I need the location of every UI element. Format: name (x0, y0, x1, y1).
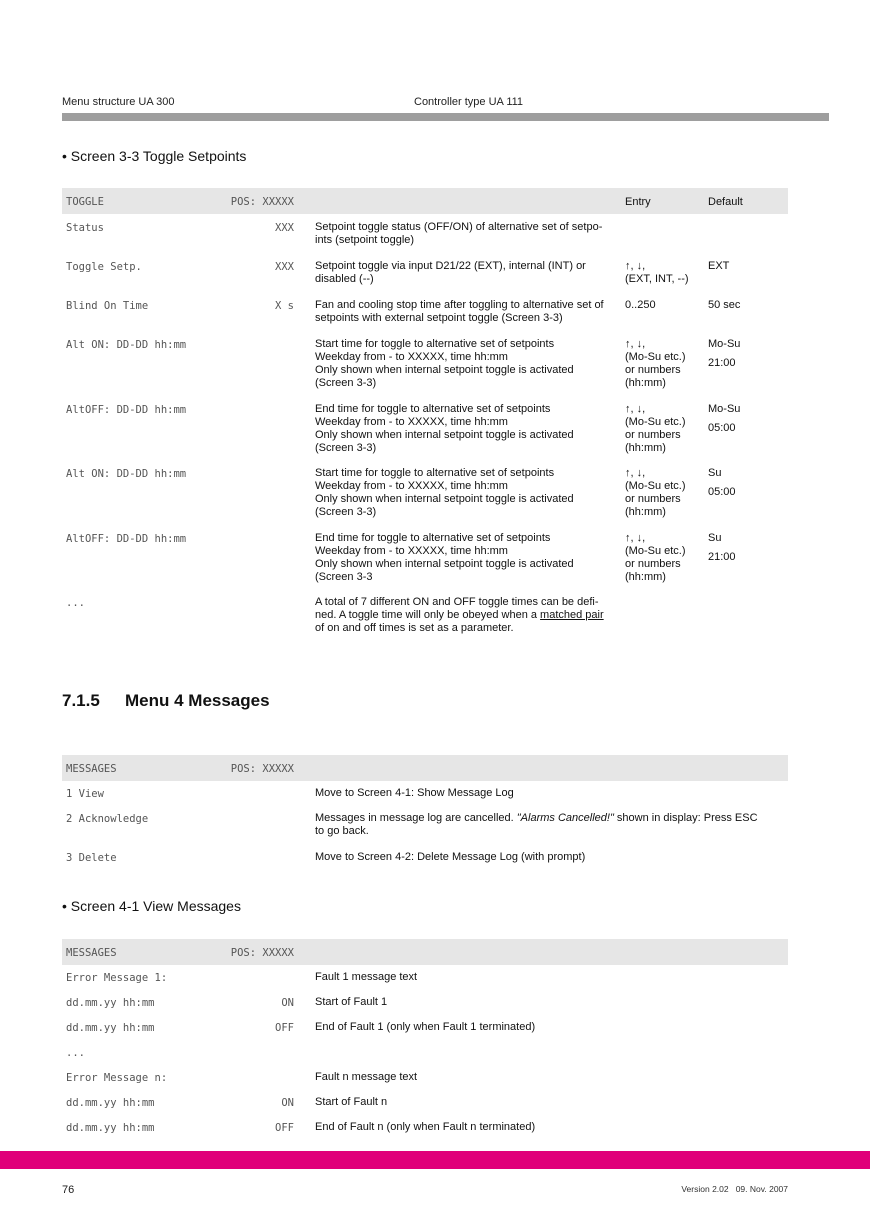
bullet-icon: • (62, 148, 67, 164)
toggle-head-entry: Entry (625, 196, 651, 208)
view-row-value: OFF (275, 1022, 294, 1034)
section-title: Menu 4 Messages (125, 691, 270, 710)
toggle-row-entry: ↑, ↓, (Mo-Su etc.) or numbers (hh:mm) (625, 467, 686, 518)
toggle-row-name: Toggle Setp. (66, 261, 142, 273)
toggle-table-header (62, 188, 788, 214)
toggle-row-name: Alt ON: DD-DD hh:mm (66, 468, 187, 480)
toggle-row-default: Mo-Su (708, 403, 741, 415)
header-doc-title: Menu structure UA 300 (62, 96, 175, 108)
toggle-row-entry: 0..250 (625, 299, 656, 311)
view-row-desc: Start of Fault 1 (315, 996, 388, 1008)
view-head-name: MESSAGES (66, 947, 117, 959)
toggle-row-value: X s (275, 300, 294, 312)
toggle-row-default: Su (708, 467, 722, 479)
toggle-row-desc: Start time for toggle to alternative set of setpoints Weekday from - to XXXXX, time hh:mm Only shown when internal setpoint toggle is activated (Screen 3-3) (315, 467, 574, 518)
toggle-row-desc: Setpoint toggle status (OFF/ON) of alternative set of setpo- ints (setpoint toggle) (315, 221, 603, 246)
screen33-heading: • Screen 3-3 Toggle Setpoints (62, 148, 247, 164)
footer-accent-bar (0, 1151, 870, 1169)
view-row-desc: End of Fault 1 (only when Fault 1 terminated) (315, 1021, 536, 1033)
header-rule (62, 113, 829, 121)
page-number: 76 (62, 1184, 75, 1196)
toggle-row-name: AltOFF: DD-DD hh:mm (66, 533, 187, 545)
section-number: 7.1.5 (62, 691, 100, 710)
screen41-heading: • Screen 4-1 View Messages (62, 898, 241, 914)
view-row-name: Error Message n: (66, 1072, 168, 1084)
view-row-name: dd.mm.yy hh:mm (66, 1122, 155, 1134)
toggle-row-name: Alt ON: DD-DD hh:mm (66, 339, 187, 351)
view-row-value: ON (281, 997, 294, 1009)
toggle-row-default: 50 sec (708, 299, 741, 311)
view-row-desc: Start of Fault n (315, 1096, 388, 1108)
view-row-ellipsis: ... (66, 1047, 85, 1059)
toggle-row-value: XXX (275, 261, 294, 273)
matched-pair-term: matched pair (540, 609, 604, 621)
toggle-ellipsis: ... (66, 597, 85, 609)
toggle-row-desc: End time for toggle to alternative set of setpoints Weekday from - to XXXXX, time hh:mm Only shown when internal setpoint toggle is activated (Screen 3-3) (315, 403, 574, 454)
view-row-value: OFF (275, 1122, 294, 1134)
messages-row-name: 2 Acknowledge (66, 813, 149, 825)
view-row-value: ON (281, 1097, 294, 1109)
view-messages-table-header (62, 939, 788, 965)
toggle-row-default-time: 05:00 (708, 486, 736, 498)
messages-row-desc: Messages in message log are cancelled. "Alarms Cancelled!" shown in display: Press ESC to go back. (315, 812, 758, 837)
toggle-row-default-time: 21:00 (708, 357, 736, 369)
toggle-head-pos: POS: XXXXX (230, 196, 294, 208)
toggle-row-name: AltOFF: DD-DD hh:mm (66, 404, 187, 416)
toggle-row-entry: ↑, ↓, (EXT, INT, --) (625, 260, 689, 285)
toggle-row-entry: ↑, ↓, (Mo-Su etc.) or numbers (hh:mm) (625, 338, 686, 389)
messages-row-desc: Move to Screen 4-2: Delete Message Log (with prompt) (315, 851, 586, 863)
toggle-row-name: Blind On Time (66, 300, 149, 312)
view-row-name: dd.mm.yy hh:mm (66, 1022, 155, 1034)
header-controller-type: Controller type UA 111 (414, 96, 524, 108)
messages-row-name: 3 Delete (66, 852, 117, 864)
toggle-head-default: Default (708, 196, 743, 208)
toggle-row-entry: ↑, ↓, (Mo-Su etc.) or numbers (hh:mm) (625, 403, 686, 454)
version-date: Version 2.02 09. Nov. 2007 (681, 1184, 788, 1194)
toggle-row-desc: Setpoint toggle via input D21/22 (EXT), internal (INT) or disabled (--) (315, 260, 586, 285)
messages-head-name: MESSAGES (66, 763, 117, 775)
toggle-row-default: Mo-Su (708, 338, 741, 350)
toggle-row-default-time: 05:00 (708, 422, 736, 434)
bullet-icon: • (62, 898, 67, 914)
toggle-row-default: EXT (708, 260, 730, 272)
view-row-desc: Fault 1 message text (315, 971, 418, 983)
toggle-row-desc: Start time for toggle to alternative set of setpoints Weekday from - to XXXXX, time hh:mm Only shown when internal setpoint toggle is activated (Screen 3-3) (315, 338, 574, 389)
view-row-name: Error Message 1: (66, 972, 168, 984)
messages-row-name: 1 View (66, 788, 104, 800)
view-head-pos: POS: XXXXX (230, 947, 294, 959)
toggle-row-desc: Fan and cooling stop time after toggling to alternative set of setpoints with external setpoint toggle (Screen 3-3) (315, 299, 604, 324)
messages-head-pos: POS: XXXXX (230, 763, 294, 775)
view-row-name: dd.mm.yy hh:mm (66, 997, 155, 1009)
toggle-row-entry: ↑, ↓, (Mo-Su etc.) or numbers (hh:mm) (625, 532, 686, 583)
toggle-note: A total of 7 different ON and OFF toggle times can be defi- ned. A toggle time will only be obeyed when a matched pair of on and off times is set as a parameter. (315, 596, 604, 634)
toggle-row-desc: End time for toggle to alternative set of setpoints Weekday from - to XXXXX, time hh:mm Only shown when internal setpoint toggle is activated (Screen 3-3 (315, 532, 574, 583)
toggle-row-default-time: 21:00 (708, 551, 736, 563)
messages-row-desc: Move to Screen 4-1: Show Message Log (315, 787, 514, 799)
view-row-desc: End of Fault n (only when Fault n terminated) (315, 1121, 536, 1133)
view-row-name: dd.mm.yy hh:mm (66, 1097, 155, 1109)
messages-table-header (62, 755, 788, 781)
view-row-desc: Fault n message text (315, 1071, 418, 1083)
toggle-row-default: Su (708, 532, 722, 544)
toggle-head-name: TOGGLE (66, 196, 104, 208)
toggle-row-name: Status (66, 222, 104, 234)
toggle-row-value: XXX (275, 222, 294, 234)
